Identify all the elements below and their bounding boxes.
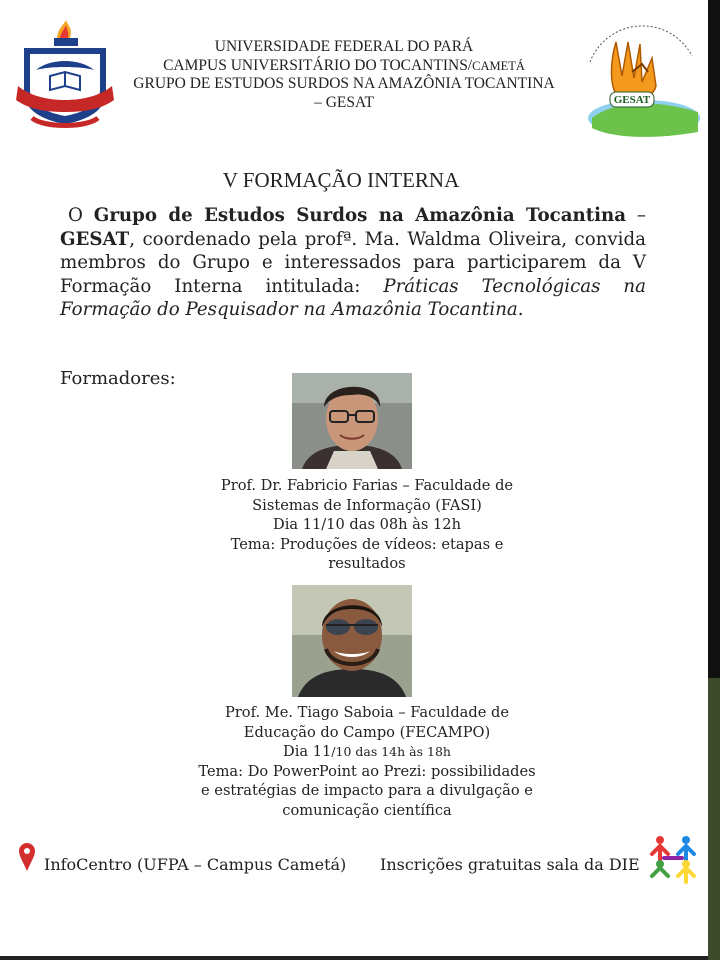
- ufpa-logo: [10, 14, 118, 134]
- event-location: InfoCentro (UFPA – Campus Cametá): [44, 855, 347, 874]
- header-gesat: – GESAT: [314, 93, 374, 111]
- header-campus: CAMPUS UNIVERSITÁRIO DO TOCANTINS/CAMETÁ: [163, 56, 525, 74]
- gesat-logo-text: GESAT: [613, 94, 651, 106]
- formador-2: [186, 703, 548, 820]
- formador-2-date: Dia 11/10 das 14h às 18h: [283, 743, 451, 760]
- formador-2-faculty: Educação do Campo (FECAMPO): [243, 723, 491, 741]
- formador-1-name: Prof. Dr. Fabricio Farias – Faculdade de: [220, 477, 514, 494]
- formador-1-date: Dia 11/10 das 08h às 12h: [273, 516, 461, 533]
- page-title: V FORMAÇÃO INTERNA: [222, 168, 460, 192]
- photo-tiago: [292, 585, 412, 697]
- intro-paragraph: O Grupo de Estudos Surdos na Amazônia Tocantina – GESAT, coordenado pela profª. Ma. Waldma Oliveira, convida membros do Grupo e interessados para participarem da V Formação Interna intitulada: Práticas Tecnológicas na Formação do Pesquisador na Amazônia Tocantina.: [60, 205, 646, 320]
- right-edge-strip: [708, 0, 720, 960]
- event-title: Práticas Tecnológicas na Formação do Pesquisador na Amazônia Tocantina: [60, 275, 646, 320]
- formador-1-theme-cont: resultados: [328, 555, 406, 572]
- formador-1-theme: Tema: Produções de vídeos: etapas e: [230, 535, 504, 553]
- group-name: Grupo de Estudos Surdos na Amazônia Tocantina: [93, 205, 627, 226]
- formador-2-theme: Tema: Do PowerPoint ao Prezi: possibilidades: [198, 762, 536, 780]
- formador-2-theme-cont: e estratégias de impacto para a divulgação e: [201, 782, 533, 799]
- group-acronym: GESAT: [60, 228, 130, 250]
- formador-2-theme-end: comunicação científica: [282, 801, 452, 819]
- formador-1: [186, 476, 548, 574]
- formador-2-name: Prof. Me. Tiago Saboia – Faculdade de: [225, 704, 509, 721]
- photo-fabricio: [292, 373, 412, 469]
- right-edge-green: [708, 678, 720, 960]
- institution-header: [118, 38, 570, 112]
- map-pin-icon: [18, 842, 36, 872]
- registration-info: Inscrições gratuitas sala da DIE: [380, 855, 640, 874]
- colorful-people-icon: [648, 832, 698, 884]
- formadores-label: Formadores:: [60, 368, 176, 389]
- formador-1-faculty: Sistemas de Informação (FASI): [252, 496, 482, 514]
- gesat-logo: [582, 22, 704, 146]
- bottom-border: [0, 956, 708, 960]
- header-university: UNIVERSIDADE FEDERAL DO PARÁ: [214, 38, 474, 55]
- header-group: GRUPO DE ESTUDOS SURDOS NA AMAZÔNIA TOCANTINA: [133, 75, 555, 92]
